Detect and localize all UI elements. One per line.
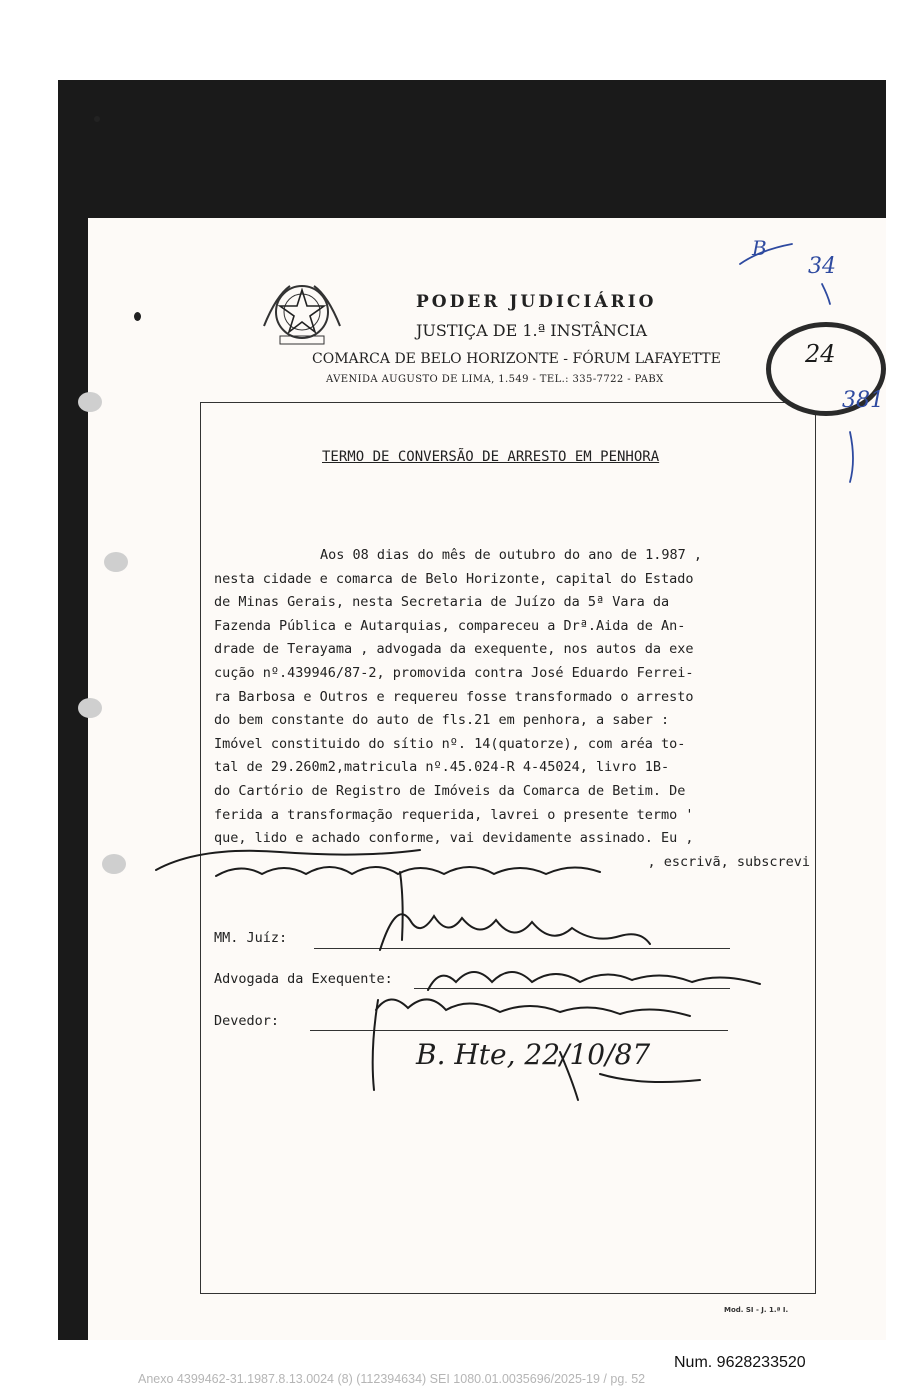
form-code: Mod. SI - J. 1.ª I. <box>724 1306 789 1314</box>
body-line: do Cartório de Registro de Imóveis da Comarca de Betim. De <box>214 782 686 799</box>
stamp-number: 24 <box>805 340 836 368</box>
document-number: Num. 9628233520 <box>674 1354 806 1371</box>
body-line: Imóvel constituido do sítio nº. 14(quatorze), com aréa to- <box>214 735 686 752</box>
body-line: que, lido e achado conforme, vai devidamente assinado. Eu , <box>214 830 694 847</box>
footer-metadata: Anexo 4399462-31.1987.8.13.0024 (8) (112394634) SEI 1080.01.0035696/2025-19 / pg. 52 <box>138 1372 646 1386</box>
margin-initial: B <box>752 236 767 260</box>
document-title: TERMO DE CONVERSÃO DE ARRESTO EM PENHORA <box>322 449 660 465</box>
court-district: COMARCA DE BELO HORIZONTE - FÓRUM LAFAYETTE <box>312 351 721 367</box>
court-address: AVENIDA AUGUSTO DE LIMA, 1.549 - TEL.: 335-7722 - PABX <box>326 374 664 385</box>
judge-signature-label: MM. Juíz: <box>214 930 288 946</box>
body-line: cução nº.439946/87-2, promovida contra José Eduardo Ferrei- <box>214 664 694 681</box>
handwritten-page-number: 34 <box>808 254 836 279</box>
lawyer-signature-label: Advogada da Exequente: <box>214 971 393 987</box>
body-line: nesta cidade e comarca de Belo Horizonte, capital do Estado <box>214 570 694 587</box>
body-line: de Minas Gerais, nesta Secretaria de Juízo da 5ª Vara da <box>214 594 670 611</box>
court-name: PODER JUDICIÁRIO <box>416 292 657 312</box>
body-line: Fazenda Pública e Autarquias, compareceu a Drª.Aida de An- <box>214 617 686 634</box>
body-line: ferida a transformação requerida, lavrei o presente termo ' <box>214 806 694 823</box>
handwritten-old-page-number: 381 <box>842 388 884 413</box>
body-line: drade de Terayama , advogada da exequente, nos autos da exe <box>214 641 694 658</box>
body-line: tal de 29.260m2,matricula nº.45.024-R 4-45024, livro 1B- <box>214 759 670 776</box>
court-instance: JUSTIÇA DE 1.ª INSTÂNCIA <box>416 321 648 340</box>
body-line: ra Barbosa e Outros e requereu fosse transformado o arresto <box>214 688 694 705</box>
handwritten-date: B. Hte, 22/10/87 <box>416 1038 651 1071</box>
closing-line: , escrivã, subscrevi <box>647 853 810 870</box>
body-line: Aos 08 dias do mês de outubro do ano de 1.987 , <box>320 547 703 563</box>
body-line: do bem constante do auto de fls.21 em penhora, a saber : <box>214 712 670 729</box>
debtor-signature-label: Devedor: <box>214 1013 280 1029</box>
